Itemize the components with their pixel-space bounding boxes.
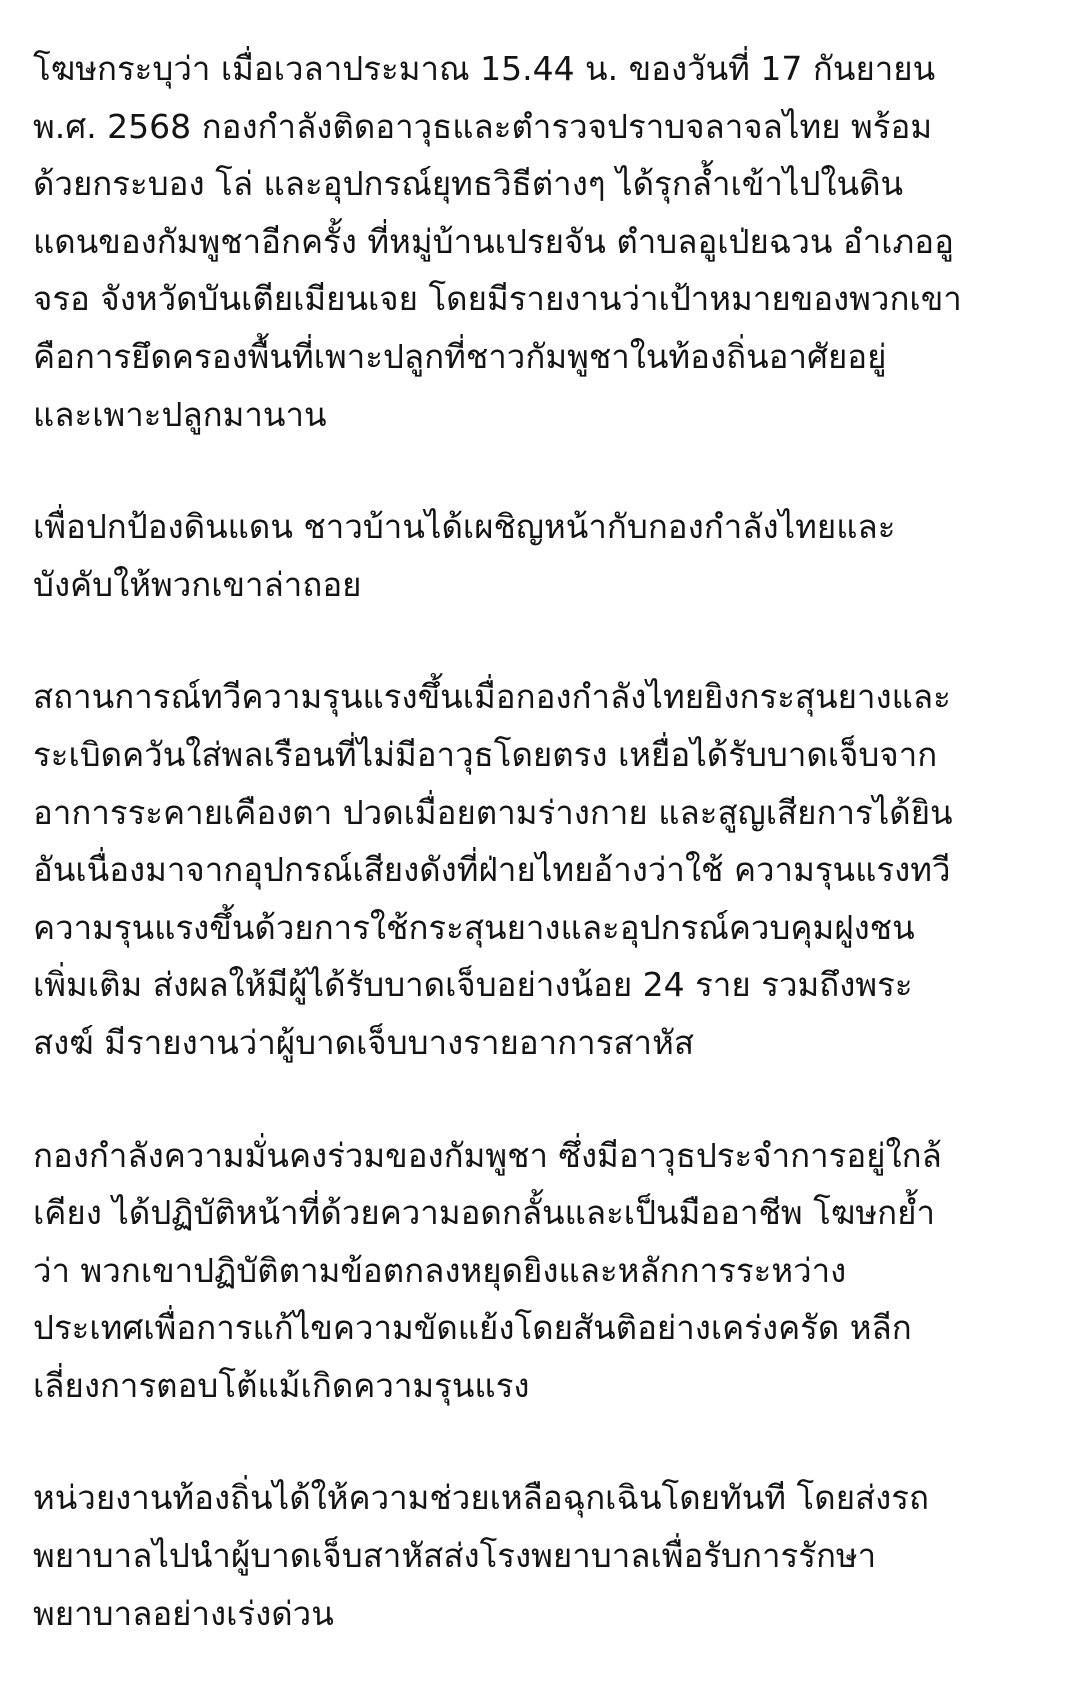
text-line: พยาบาลไปนำผู้บาดเจ็บสาหัสส่งโรงพยาบาลเพื่อรับการรักษา — [33, 1536, 877, 1576]
text-line: และเพาะปลูกมานาน — [33, 394, 327, 434]
text-line: เลี่ยงการตอบโต้แม้เกิดความรุนแรง — [33, 1365, 530, 1405]
paragraph-villagers — [33, 498, 1043, 613]
text-line: สถานการณ์ทวีความรุนแรงขึ้นเมื่อกองกำลังไทยยิงกระสุนยางและ — [33, 677, 951, 717]
text-line: ว่า พวกเขาปฏิบัติตามข้อตกลงหยุดยิงและหลักการระหว่าง — [33, 1250, 847, 1290]
text-line: คือการยึดครองพื้นที่เพาะปลูกที่ชาวกัมพูชาในท้องถิ่นอาศัยอยู่ — [33, 336, 887, 376]
paragraph-emergency-aid — [33, 1469, 1043, 1642]
text-line: ด้วยกระบอง โล่ และอุปกรณ์ยุทธวิธีต่างๆ ได้รุกล้ำเข้าไปในดิน — [33, 164, 904, 204]
text-line: สงฆ์ มีรายงานว่าผู้บาดเจ็บบางรายอาการสาหัส — [33, 1022, 694, 1062]
text-line: แดนของกัมพูชาอีกครั้ง ที่หมู่บ้านเปรยจัน ตำบลอูเป่ยฉวน อำเภออู — [33, 221, 954, 261]
paragraph-escalation — [33, 668, 1043, 1071]
text-line: จรอ จังหวัดบันเตียเมียนเจย โดยมีรายงานว่าเป้าหมายของพวกเขา — [33, 279, 962, 319]
text-line: ประเทศเพื่อการแก้ไขความขัดแย้งโดยสันติอย่างเคร่งครัด หลีก — [33, 1308, 912, 1348]
text-line: เคียง ได้ปฏิบัติหน้าที่ด้วยความอดกลั้นและเป็นมืออาชีพ โฆษกย้ำ — [33, 1193, 935, 1233]
text-line: พยาบาลอย่างเร่งด่วน — [33, 1593, 334, 1633]
text-line: กองกำลังความมั่นคงร่วมของกัมพูชา ซึ่งมีอาวุธประจำการอยู่ใกล้ — [33, 1135, 942, 1175]
text-line: อาการระคายเคืองตา ปวดเมื่อยตามร่างกาย และสูญเสียการได้ยิน — [33, 792, 953, 832]
text-line: เพิ่มเติม ส่งผลให้มีผู้ได้รับบาดเจ็บอย่างน้อย 24 ราย รวมถึงพระ — [33, 965, 913, 1005]
text-line: ระเบิดควันใส่พลเรือนที่ไม่มีอาวุธโดยตรง เหยื่อได้รับบาดเจ็บจาก — [33, 734, 938, 774]
text-line: โฆษกระบุว่า เมื่อเวลาประมาณ 15.44 น. ของวันที่ 17 กันยายน — [33, 49, 936, 88]
text-line: พ.ศ. 2568 กองกำลังติดอาวุธและตำรวจปราบจลาจลไทย พร้อม — [33, 106, 933, 146]
text-line: บังคับให้พวกเขาล่าถอย — [33, 564, 362, 604]
text-line: เพื่อปกป้องดินแดน ชาวบ้านได้เผชิญหน้ากับกองกำลังไทยและ — [33, 507, 896, 547]
article-body — [33, 40, 1043, 1697]
text-line: อันเนื่องมาจากอุปกรณ์เสียงดังที่ฝ่ายไทยอ้างว่าใช้ ความรุนแรงทวี — [33, 850, 951, 890]
text-line: ความรุนแรงขึ้นด้วยการใช้กระสุนยางและอุปกรณ์ควบคุมฝูงชน — [33, 907, 915, 947]
text-line: หน่วยงานท้องถิ่นได้ให้ความช่วยเหลือฉุกเฉินโดยทันที โดยส่งรถ — [33, 1478, 929, 1518]
paragraph-security-forces — [33, 1127, 1043, 1415]
paragraph-incident — [33, 40, 1043, 443]
